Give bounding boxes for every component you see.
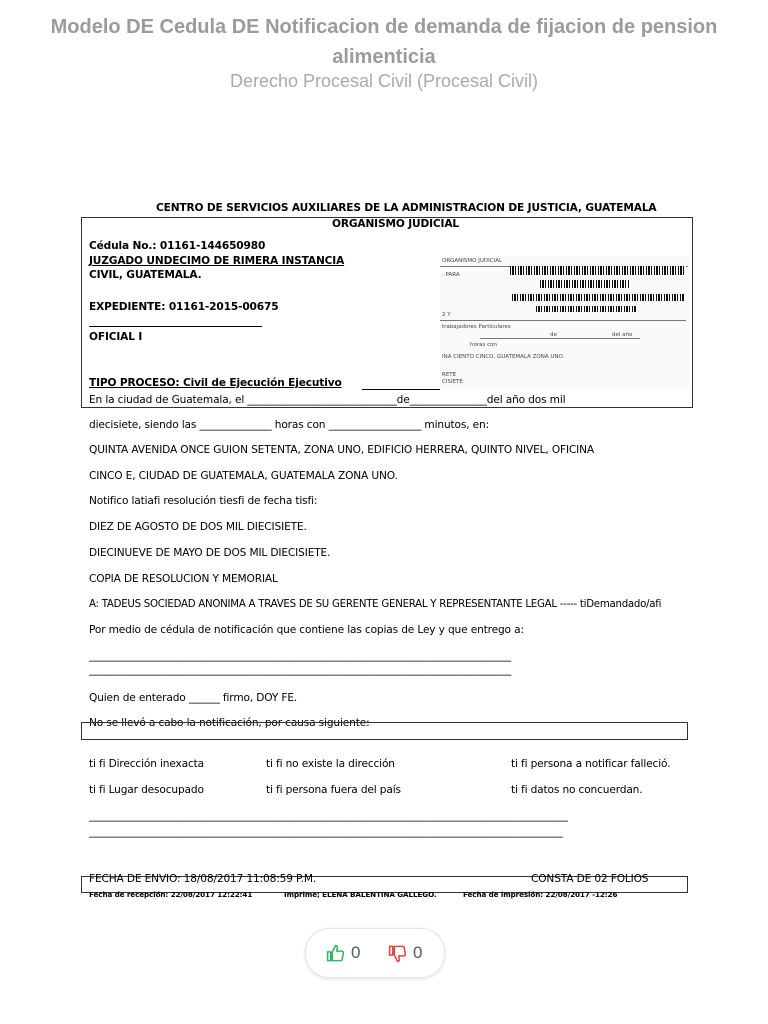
reception-date: Fecha de recepción: 22/08/2017 12:22:41	[89, 890, 253, 899]
body-line: CINCO E, CIUDAD DE GUATEMALA, GUATEMALA ZONA UNO.	[89, 470, 398, 482]
body-line: DIEZ DE AGOSTO DE DOS MIL DIECISIETE.	[89, 521, 307, 533]
body-line: DIECINUEVE DE MAYO DE DOS MIL DIECISIETE.	[89, 547, 331, 559]
blank-line: ____________________________________________________________________________________________	[89, 826, 563, 838]
reason-option: ti fi no existe la dirección	[266, 758, 395, 770]
printed-by: Imprime; ELENA BALENTINA GALLEGO.	[284, 890, 437, 899]
body-line: Notifico latiafi resolución tiesfi de fecha tisfi:	[89, 495, 318, 507]
print-date: Fecha de impresión: 22/08/2017 -12:26	[463, 890, 618, 899]
body-line: No se llevó a cabo la notificación, por causa siguiente:	[89, 717, 370, 729]
reason-option: ti fi datos no concuerdan.	[511, 784, 643, 796]
reason-option: ti fi persona a notificar falleció.	[511, 758, 671, 770]
thumbs-up-icon	[326, 944, 345, 963]
upvote-count: 0	[351, 943, 361, 962]
signature-rule	[89, 326, 262, 327]
reason-option: ti fi Lugar desocupado	[89, 784, 204, 796]
blank-line: __________________________________________________________________________________	[89, 664, 512, 676]
downvote-button[interactable]	[388, 941, 422, 965]
document-title: Modelo DE Cedula DE Notificacion de demanda de fijacion de pension alimenticia	[50, 16, 718, 68]
fecha-envio: FECHA DE ENVIO: 18/08/2017 11:08:59 P.M.	[89, 873, 317, 885]
thumbs-down-icon	[388, 944, 407, 963]
body-line: diecisiete, siendo las ______________ horas con __________________ minutos, en:	[89, 419, 490, 431]
institution-heading: CENTRO DE SERVICIOS AUXILIARES DE LA ADMINISTRACION DE JUSTICIA, GUATEMALA	[156, 202, 657, 214]
document-subtitle: Derecho Procesal Civil (Procesal Civil)	[229, 71, 539, 91]
body-line: A: TADEUS SOCIEDAD ANONIMA A TRAVES DE SU GERENTE GENERAL Y REPRESENTANTE LEGAL ----- tiDemandado/afi	[89, 599, 662, 610]
blank-line: __________________________________________________________________________________	[89, 650, 512, 662]
reason-option: ti fi Dirección inexacta	[89, 758, 205, 770]
cedula-number: Cédula No.: 01161-144650980	[89, 240, 266, 252]
reason-frame	[81, 722, 688, 740]
expediente-number: EXPEDIENTE: 01161-2015-00675	[89, 301, 279, 313]
body-line: QUINTA AVENIDA ONCE GUION SETENTA, ZONA UNO, EDIFICIO HERRERA, QUINTO NIVEL, OFICINA	[89, 444, 595, 456]
folios-count: CONSTA DE 02 FOLIOS	[531, 873, 649, 885]
blank-line: _____________________________________________________________________________________________	[89, 810, 568, 822]
oficial-label: OFICIAL I	[89, 331, 143, 343]
organism-heading: ORGANISMO JUDICIAL	[332, 218, 459, 230]
body-line: Por medio de cédula de notificación que contiene las copias de Ley y que entrego a:	[89, 624, 524, 636]
body-line: Quien de enterado ______ firmo, DOY FE.	[89, 692, 298, 704]
court-name-line1: JUZGADO UNDECIMO DE RIMERA INSTANCIA	[89, 255, 345, 267]
downvote-count: 0	[413, 943, 423, 962]
court-name-line2: CIVIL, GUATEMALA.	[89, 269, 202, 281]
reason-option: ti fi persona fuera del país	[266, 784, 401, 796]
tipo-proceso: TIPO PROCESO: Civil de Ejecución Ejecutivo	[89, 377, 342, 389]
vote-widget	[305, 928, 445, 978]
upvote-button[interactable]	[326, 941, 360, 965]
scanned-stamp-overlay: ORGANISMO JUDICIAL . PARA 2 Y trabajadores Particulares de del año horas con INA CIENTO CINCO, GUATEMALA ZONA UNO. RETE CISIETE	[440, 256, 690, 390]
body-line: En la ciudad de Guatemala, el _____________________________de_______________del año dos mil	[89, 394, 566, 406]
barcode-graphic	[510, 266, 686, 275]
body-line: COPIA DE RESOLUCION Y MEMORIAL	[89, 573, 278, 585]
